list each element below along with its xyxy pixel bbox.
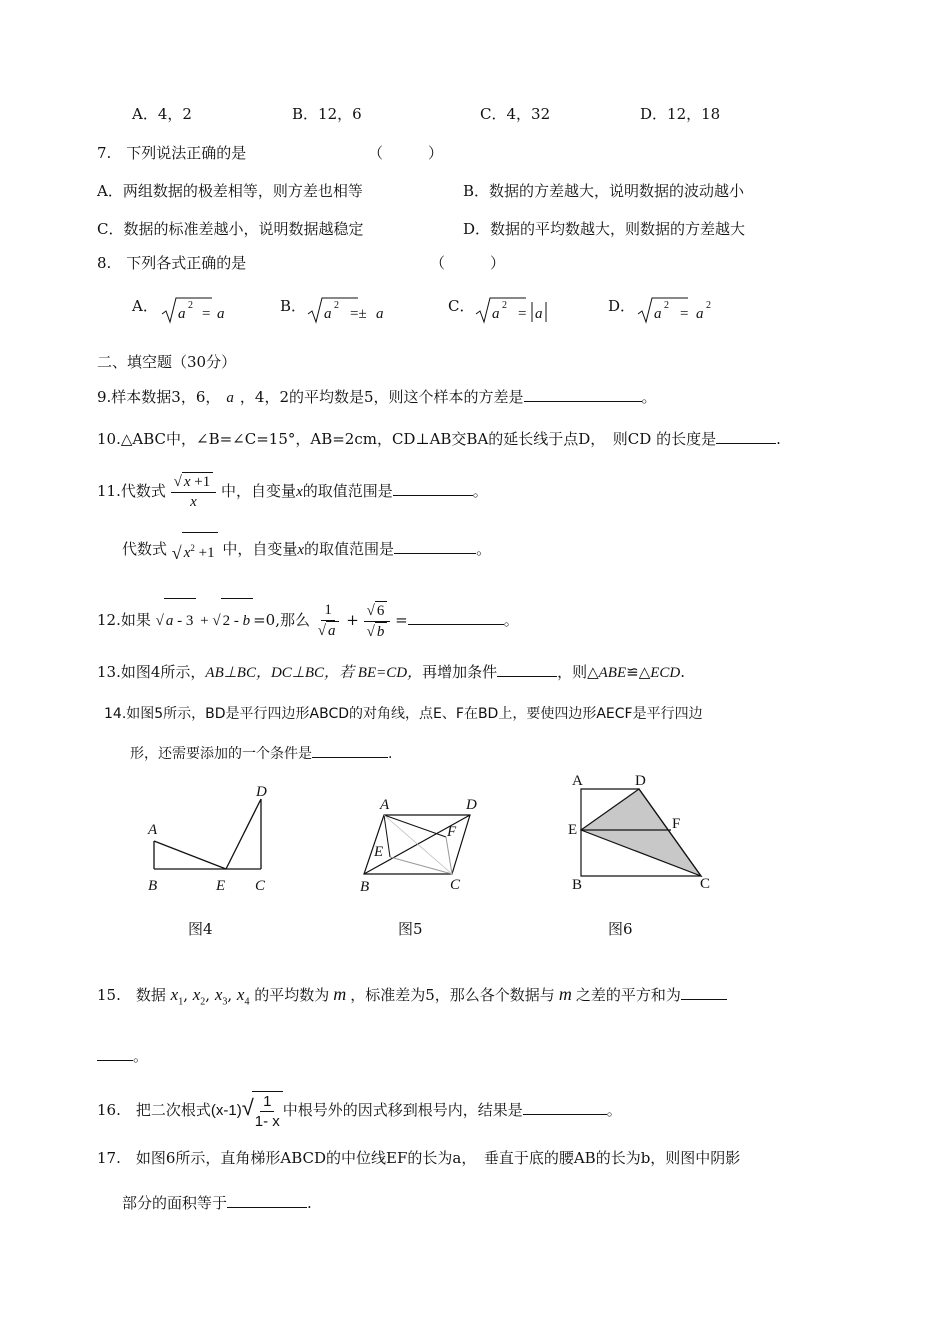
q7-option-c: C．数据的标准差越小，说明数据越稳定	[97, 220, 364, 238]
shaded-region	[581, 789, 701, 876]
q8-stem: 8. 下列各式正确的是	[97, 254, 247, 272]
q8-formula-d	[636, 296, 726, 326]
svg-text:2: 2	[188, 300, 193, 311]
answer-blank[interactable]	[312, 743, 388, 758]
figure-6-caption: 图6	[608, 920, 633, 938]
section-heading: 二、填空题（30分）	[97, 353, 237, 371]
fig4-label-e: E	[216, 878, 226, 894]
answer-blank[interactable]	[497, 662, 557, 677]
question-17-line2: 部分的面积等于 .	[122, 1194, 312, 1212]
question-13: 13.如图4所示，AB⊥BC，DC⊥BC，若 BE=CD，再增加条件 ，则△ABE≌△ECD.	[97, 663, 686, 681]
fig4-label-b: B	[148, 878, 158, 894]
q8-option-b-label: B．	[280, 297, 307, 315]
svg-text:2: 2	[502, 300, 507, 311]
question-12: 12.如果 √ a - 3 + √ 2 - b =0,那么 $\frac{1}{√ a}$ + $\frac{√ 6}{√ b}$ = 。	[97, 598, 519, 643]
figure-5-caption: 图5	[398, 920, 423, 938]
svg-text:a: a	[324, 306, 332, 322]
answer-blank[interactable]	[716, 429, 776, 444]
q7-stem: 7. 下列说法正确的是	[97, 144, 247, 162]
svg-text:a: a	[535, 306, 543, 322]
svg-text:2: 2	[706, 300, 711, 311]
svg-text:2: 2	[334, 300, 339, 311]
svg-text:a: a	[696, 306, 704, 322]
fig6-label-e: E	[568, 822, 578, 838]
answer-blank[interactable]	[394, 539, 476, 554]
fig5-label-c: C	[450, 877, 461, 893]
q8-option-d-label: D．	[608, 297, 636, 315]
q8-formula-b	[306, 296, 396, 326]
question-14-line1: 14.如图5所示，BD是平行四边形ABCD的对角线，点E、F在BD上，要使四边形AECF是平行四边	[104, 706, 703, 722]
fig5-label-f: F	[447, 824, 457, 840]
q6-option-c: C．4，32	[480, 105, 551, 123]
fig4-label-d: D	[256, 784, 267, 800]
question-15: 15. 数据 $x_1$, $x_2$, $x_3$, $x_4$ 的平均数为 m ，标准差为5，那么各个数据与 m 之差的平方和为	[97, 976, 727, 1020]
answer-blank[interactable]	[97, 1046, 133, 1061]
svg-text:=: =	[680, 306, 689, 322]
figure-4-caption: 图4	[188, 920, 213, 938]
fig4-label-c: C	[255, 878, 266, 894]
q8-formula-c	[474, 296, 564, 326]
figure-5	[350, 790, 490, 900]
q7-option-a: A．两组数据的极差相等，则方差也相等	[97, 182, 363, 200]
fig5-label-b: B	[360, 879, 370, 895]
q8-paren: （ ）	[430, 254, 506, 272]
svg-text:2: 2	[664, 300, 669, 311]
answer-blank[interactable]	[393, 481, 473, 496]
q7-paren: （ ）	[368, 144, 444, 162]
question-15-continued: 。	[97, 1046, 148, 1066]
q6-option-b: B．12，6	[292, 105, 362, 123]
figure-6	[560, 770, 720, 895]
fig6-label-a: A	[572, 773, 583, 789]
question-9: 9.样本数据3，6， a ，4，2的平均数是5，则这个样本的方差是 。	[97, 388, 657, 406]
svg-text:a: a	[217, 306, 225, 322]
q8-formula-a	[160, 296, 240, 326]
fig4-label-a: A	[148, 822, 158, 838]
answer-blank[interactable]	[681, 985, 727, 1000]
answer-blank[interactable]	[227, 1193, 307, 1208]
svg-text:=±: =±	[350, 306, 367, 322]
question-11: 11.代数式 $\frac{√ x +1}{x}$ 中，自变量x的取值范围是 。	[97, 474, 488, 510]
q6-option-a: A．4，2	[132, 105, 192, 123]
question-14-line2: 形，还需要添加的一个条件是 .	[130, 743, 392, 764]
q6-option-d: D．12，18	[640, 105, 721, 123]
svg-text:a: a	[178, 306, 186, 322]
svg-text:a: a	[376, 306, 384, 322]
q8-option-a-label: A．	[132, 297, 158, 315]
question-11b: 代数式 √ $x^2 +1$ 中，自变量x的取值范围是 。	[122, 532, 491, 568]
svg-text:a: a	[492, 306, 500, 322]
fig5-label-e: E	[374, 844, 384, 860]
question-10: 10.△ABC中，∠B=∠C=15°，AB=2cm，CD⊥AB交BA的延长线于点D， 则CD 的长度是 .	[97, 430, 781, 448]
fig5-label-a: A	[380, 797, 390, 813]
answer-blank[interactable]	[523, 1100, 607, 1115]
question-17-line1: 17. 如图6所示，直角梯形ABCD的中位线EF的长为a， 垂直于底的腰AB的长为b，则图中阴影	[97, 1149, 741, 1167]
svg-text:=: =	[202, 306, 211, 322]
q7-option-b: B．数据的方差越大，说明数据的波动越小	[463, 182, 745, 200]
answer-blank[interactable]	[524, 387, 642, 402]
fig6-label-d: D	[635, 773, 646, 789]
answer-blank[interactable]	[408, 610, 504, 625]
fraction: $\frac{√ x +1}{x}$	[171, 472, 217, 512]
fig6-label-b: B	[572, 877, 583, 893]
q8-option-c-label: C．	[448, 297, 475, 315]
q7-option-d: D．数据的平均数越大，则数据的方差越大	[463, 220, 746, 238]
fig6-label-c: C	[700, 876, 711, 892]
fig5-label-d: D	[466, 797, 477, 813]
fig6-label-f: F	[672, 816, 681, 832]
svg-text:a: a	[654, 306, 662, 322]
figure-4	[140, 780, 280, 895]
svg-text:=: =	[518, 306, 527, 322]
question-16: 16. 把二次根式(x-1)√ $\frac{1}{1- x}$ 中根号外的因式移到根号内，结果是 。	[97, 1093, 622, 1130]
